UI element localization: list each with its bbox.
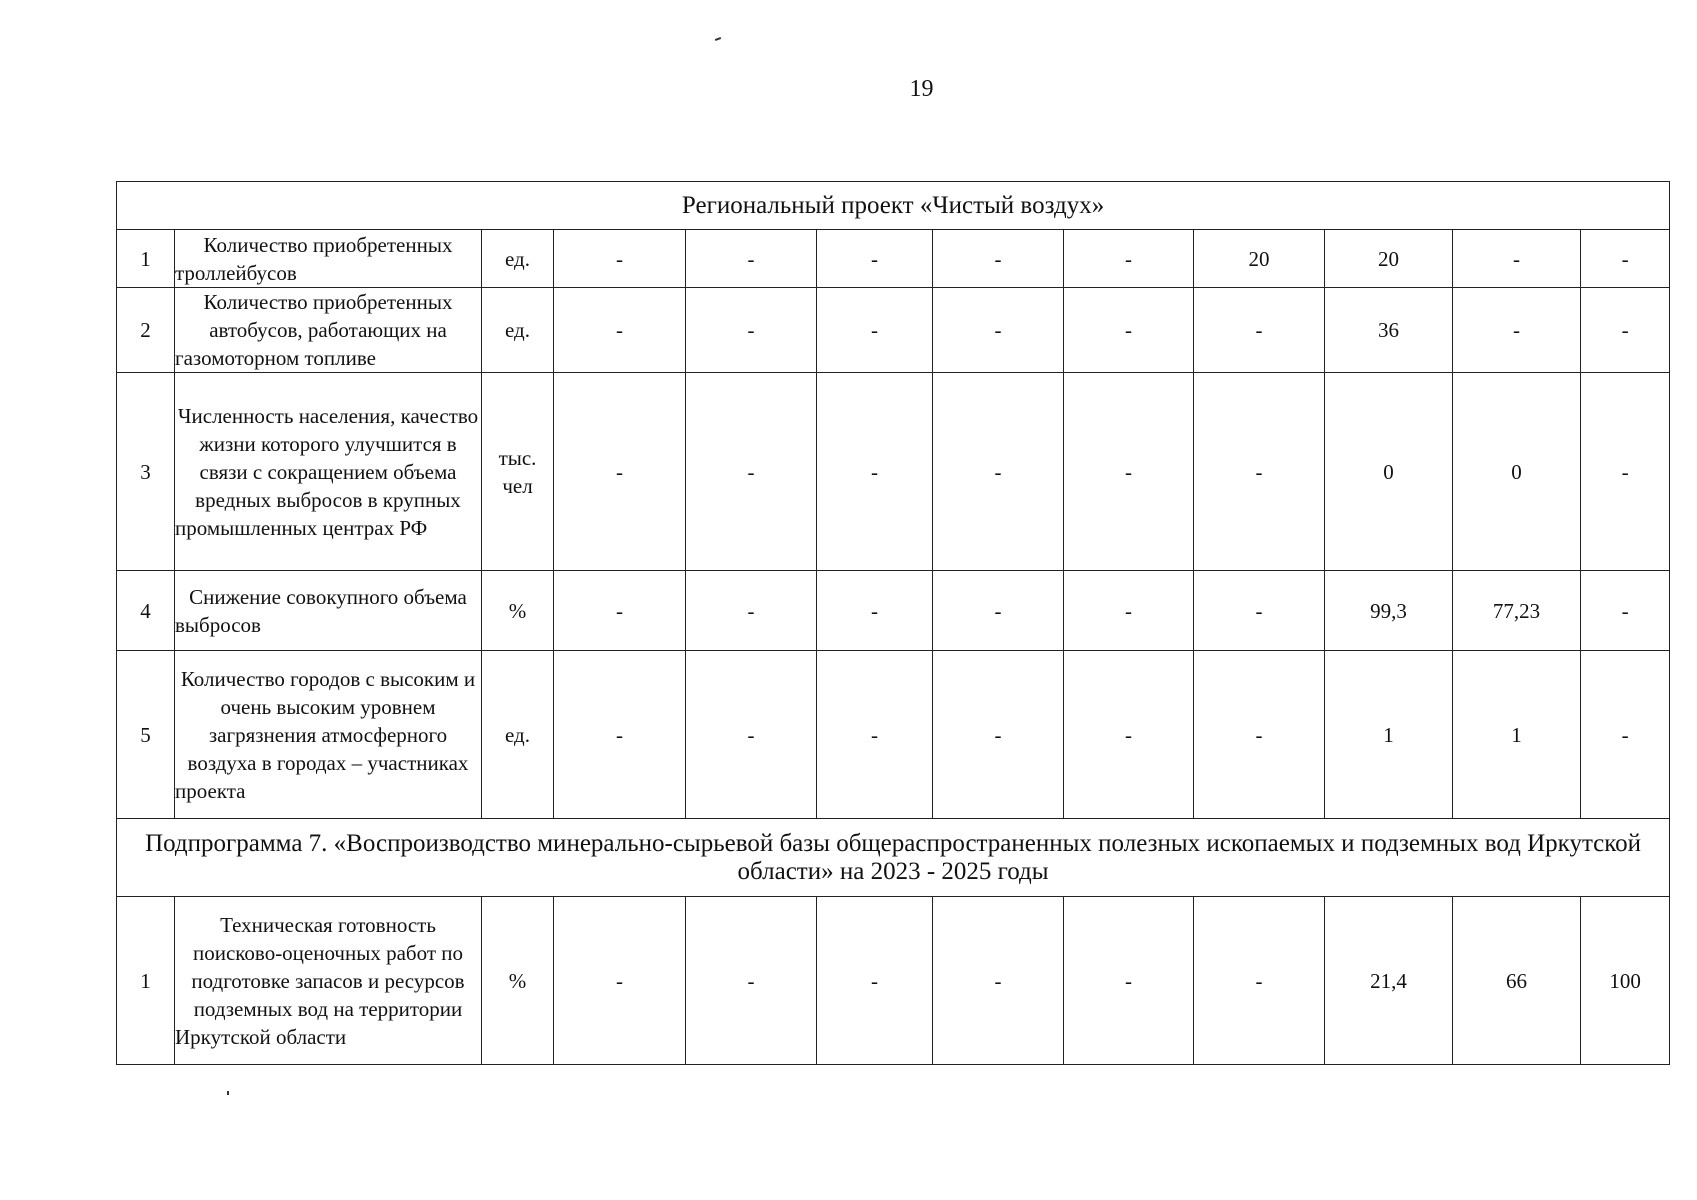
indicator-unit: % [482, 897, 554, 1065]
indicator-value: - [1453, 288, 1581, 373]
indicator-value: 21,4 [1325, 897, 1453, 1065]
table-row [117, 230, 1670, 288]
indicator-value: - [686, 897, 817, 1065]
indicator-value: - [1064, 288, 1194, 373]
indicator-value: - [1194, 571, 1325, 651]
indicator-description: Количество приобретенных троллейбусов [175, 230, 482, 288]
row-number: 3 [117, 373, 175, 571]
indicator-value: - [554, 288, 686, 373]
indicator-value: - [1581, 373, 1670, 571]
indicator-value: - [933, 288, 1064, 373]
indicator-value: - [686, 373, 817, 571]
indicator-value: 1 [1325, 651, 1453, 819]
row-number: 2 [117, 288, 175, 373]
indicator-description: Численность населения, качество жизни которого улучшится в связи с сокращением объема вредных выбросов в крупных промышленных центрах РФ [175, 373, 482, 571]
indicator-value: - [933, 897, 1064, 1065]
indicator-value: 0 [1325, 373, 1453, 571]
row-number: 5 [117, 651, 175, 819]
table-row [117, 373, 1670, 571]
indicator-value: - [1064, 897, 1194, 1065]
indicator-value: - [1581, 288, 1670, 373]
indicator-value: - [1194, 288, 1325, 373]
indicator-value: - [686, 230, 817, 288]
indicator-value: - [1194, 373, 1325, 571]
indicator-description: Количество приобретенных автобусов, работающих на газомоторном топливе [175, 288, 482, 373]
indicator-value: - [1581, 651, 1670, 819]
indicator-value: - [1194, 897, 1325, 1065]
section-header-row [117, 182, 1670, 230]
row-number: 1 [117, 230, 175, 288]
indicator-description: Снижение совокупного объема выбросов [175, 571, 482, 651]
indicator-unit: ед. [482, 230, 554, 288]
indicator-value: 36 [1325, 288, 1453, 373]
indicator-value: 20 [1194, 230, 1325, 288]
indicator-value: - [933, 373, 1064, 571]
indicator-value: - [554, 571, 686, 651]
indicator-value: - [1194, 651, 1325, 819]
indicator-value: - [817, 897, 933, 1065]
indicator-value: - [686, 288, 817, 373]
indicator-unit: ед. [482, 288, 554, 373]
indicator-value: 0 [1453, 373, 1581, 571]
indicator-value: - [933, 230, 1064, 288]
indicator-value: - [554, 897, 686, 1065]
indicator-value: - [554, 230, 686, 288]
page-number: 19 [909, 76, 934, 102]
indicator-value: - [817, 230, 933, 288]
section-title: Подпрограмма 7. «Воспроизводство минерально-сырьевой базы общераспространенных полезных ископаемых и подземных вод Иркутской области» на 2023 - 2025 годы [117, 819, 1670, 897]
indicator-value: 77,23 [1453, 571, 1581, 651]
indicator-unit: ед. [482, 651, 554, 819]
indicator-value: - [817, 373, 933, 571]
scan-mark [715, 37, 721, 41]
table-row [117, 897, 1670, 1065]
indicator-value: - [1581, 571, 1670, 651]
row-number: 4 [117, 571, 175, 651]
indicator-value: - [1453, 230, 1581, 288]
indicator-value: 1 [1453, 651, 1581, 819]
indicator-value: - [1064, 230, 1194, 288]
indicator-value: - [817, 571, 933, 651]
indicator-unit: тыс. чел [482, 373, 554, 571]
table-row [117, 288, 1670, 373]
table-row [117, 571, 1670, 651]
indicator-description: Техническая готовность поисково-оценочных работ по подготовке запасов и ресурсов подземных вод на территории Иркутской области [175, 897, 482, 1065]
section-title: Региональный проект «Чистый воздух» [117, 182, 1670, 230]
indicator-value: - [554, 651, 686, 819]
indicator-description: Количество городов с высоким и очень высоким уровнем загрязнения атмосферного воздуха в городах – участниках проекта [175, 651, 482, 819]
section-header-row [117, 819, 1670, 897]
indicator-value: - [933, 571, 1064, 651]
indicator-unit: % [482, 571, 554, 651]
indicator-value: - [1064, 373, 1194, 571]
scan-mark [227, 1091, 229, 1095]
indicator-value: - [1064, 571, 1194, 651]
indicator-value: - [1581, 230, 1670, 288]
indicator-value: - [817, 651, 933, 819]
indicators-table [116, 181, 1670, 1065]
indicator-value: 66 [1453, 897, 1581, 1065]
indicator-value: - [933, 651, 1064, 819]
indicator-value: - [1064, 651, 1194, 819]
row-number: 1 [117, 897, 175, 1065]
table-row [117, 651, 1670, 819]
indicator-value: - [686, 651, 817, 819]
indicator-value: - [686, 571, 817, 651]
indicator-value: 99,3 [1325, 571, 1453, 651]
indicator-value: - [554, 373, 686, 571]
indicator-value: 20 [1325, 230, 1453, 288]
indicator-value: - [817, 288, 933, 373]
indicator-value: 100 [1581, 897, 1670, 1065]
